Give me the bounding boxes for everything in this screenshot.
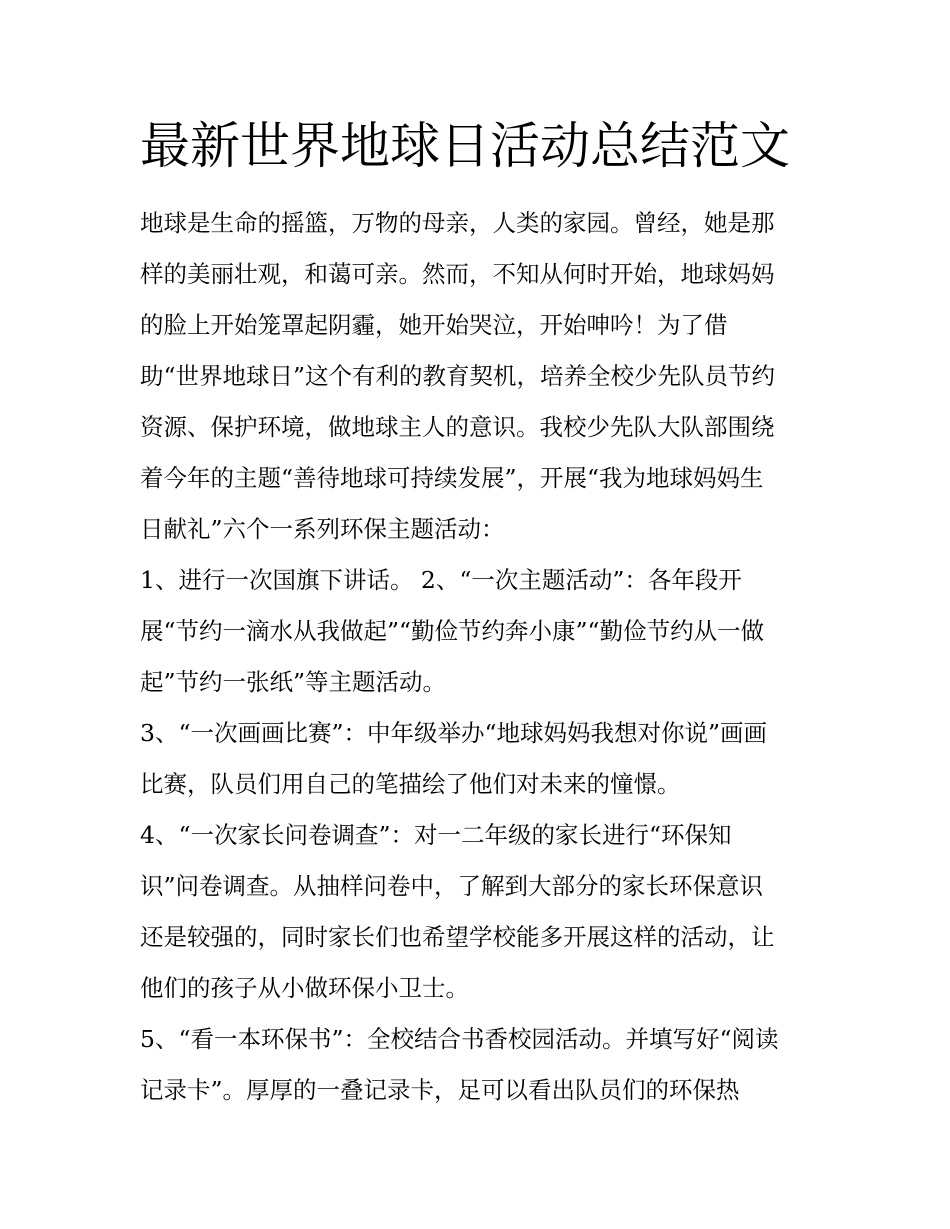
body-line: 资源、保护环境，做地球主人的意识。我校少先队大队部围绕 [140, 413, 775, 441]
body-line: 地球是生命的摇篮，万物的母亲，人类的家园。曾经，她是那 [140, 209, 775, 237]
body-line: 比赛，队员们用自己的笔描绘了他们对未来的憧憬。 [140, 770, 681, 798]
body-line: 识”问卷调查。从抽样问卷中，了解到大部分的家长环保意识 [140, 872, 764, 900]
body-line: 记录卡”。厚厚的一叠记录卡，足可以看出队员们的环保热 [140, 1076, 740, 1104]
body-line: 1、进行一次国旗下讲话。 2、“一次主题活动”：各年段开 [140, 566, 742, 594]
document-body [140, 198, 820, 1116]
body-line: 起”节约一张纸”等主题活动。 [140, 668, 447, 696]
body-line: 着今年的主题“善待地球可持续发展”，开展“我为地球妈妈生 [140, 464, 764, 492]
body-line: 4、“一次家长问卷调查”：对一二年级的家长进行“环保知 [140, 821, 732, 849]
body-line: 的脸上开始笼罩起阴霾，她开始哭泣，开始呻吟！为了借 [140, 311, 728, 339]
body-line: 日献礼”六个一系列环保主题活动： [140, 515, 505, 543]
body-line: 3、“一次画画比赛”：中年级举办“地球妈妈我想对你说”画画 [140, 719, 768, 747]
body-line: 5、“看一本环保书”：全校结合书香校园活动。并填写好“阅读 [140, 1025, 779, 1053]
body-line: 他们的孩子从小做环保小卫士。 [140, 974, 469, 1002]
document-title: 最新世界地球日活动总结范文 [140, 117, 790, 175]
body-line: 还是较强的，同时家长们也希望学校能多开展这样的活动，让 [140, 923, 775, 951]
body-line: 助“世界地球日”这个有利的教育契机，培养全校少先队员节约 [140, 362, 776, 390]
body-line: 样的美丽壮观，和蔼可亲。然而，不知从何时开始，地球妈妈 [140, 260, 775, 288]
body-line: 展“节约一滴水从我做起”“勤俭节约奔小康”“勤俭节约从一做 [140, 617, 765, 645]
